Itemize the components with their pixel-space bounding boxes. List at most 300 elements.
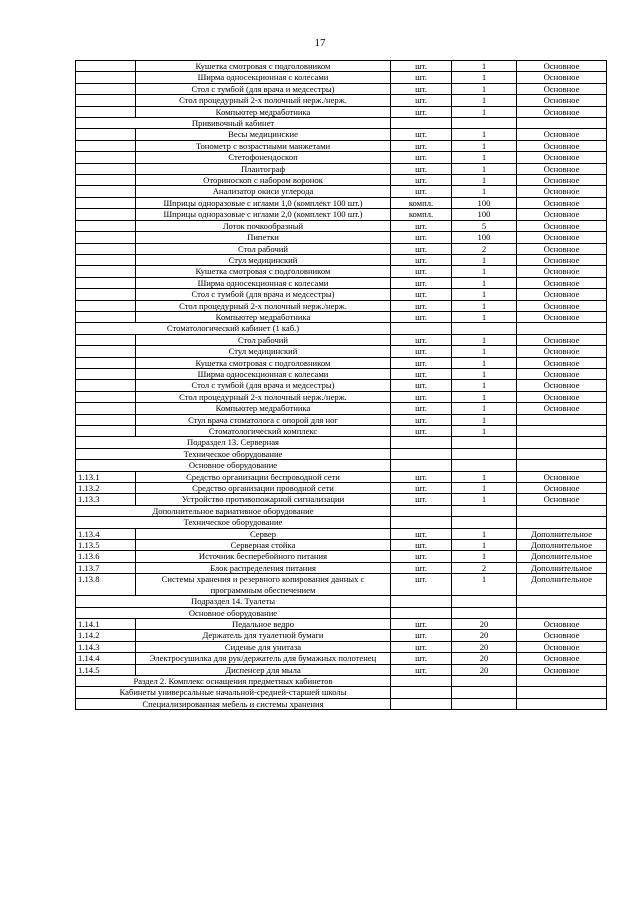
table-row: [76, 368, 607, 379]
empty-cell: [391, 323, 452, 334]
item-unit: шт.: [391, 289, 452, 300]
table-row: [76, 664, 607, 675]
item-quantity: 1: [452, 152, 517, 163]
item-type: Основное: [517, 289, 607, 300]
table-row: [76, 232, 607, 243]
item-unit: шт.: [391, 562, 452, 573]
item-number: 1.13.4: [76, 528, 136, 539]
item-type: Дополнительное: [517, 528, 607, 539]
item-type: Основное: [517, 186, 607, 197]
table-row: [76, 540, 607, 551]
item-quantity: 2: [452, 562, 517, 573]
item-number: 1.14.5: [76, 664, 136, 675]
item-number: [76, 175, 136, 186]
table-row: [76, 334, 607, 345]
item-quantity: 1: [452, 129, 517, 140]
item-quantity: 1: [452, 72, 517, 83]
item-type: Основное: [517, 471, 607, 482]
item-type: Основное: [517, 311, 607, 322]
item-type: Дополнительное: [517, 540, 607, 551]
item-type: Основное: [517, 129, 607, 140]
section-header: Техническое оборудование: [76, 517, 391, 528]
item-unit: шт.: [391, 528, 452, 539]
item-type: Основное: [517, 152, 607, 163]
item-type: [517, 426, 607, 437]
item-number: [76, 266, 136, 277]
item-unit: шт.: [391, 129, 452, 140]
empty-cell: [517, 505, 607, 516]
empty-cell: [391, 675, 452, 686]
table-row: [76, 197, 607, 208]
table-row: [76, 140, 607, 151]
item-number: [76, 186, 136, 197]
item-name: Стол с тумбой (для врача и медсестры): [136, 83, 391, 94]
item-name: Стол с тумбой (для врача и медсестры): [136, 380, 391, 391]
item-number: [76, 197, 136, 208]
table-row: [76, 95, 607, 106]
table-row: [76, 61, 607, 72]
empty-cell: [391, 460, 452, 471]
item-number: 1.14.3: [76, 641, 136, 652]
section-header-row: [76, 596, 607, 607]
item-quantity: 20: [452, 641, 517, 652]
item-number: 1.14.1: [76, 618, 136, 629]
table-row: [76, 83, 607, 94]
item-unit: шт.: [391, 380, 452, 391]
empty-cell: [391, 607, 452, 618]
item-quantity: 1: [452, 391, 517, 402]
item-number: 1.13.5: [76, 540, 136, 551]
table-row: [76, 220, 607, 231]
item-number: 1.13.7: [76, 562, 136, 573]
item-number: [76, 106, 136, 117]
item-unit: шт.: [391, 664, 452, 675]
table-row: [76, 471, 607, 482]
table-row: [76, 528, 607, 539]
item-number: 1.13.1: [76, 471, 136, 482]
item-name: Стул медицинский: [136, 346, 391, 357]
item-type: Основное: [517, 106, 607, 117]
section-header: Подраздел 13. Серверная: [76, 437, 391, 448]
table-row: [76, 300, 607, 311]
item-unit: шт.: [391, 266, 452, 277]
item-number: [76, 391, 136, 402]
item-name: Держатель для туалетной бумаги: [136, 630, 391, 641]
section-header-row: [76, 687, 607, 698]
item-name: Системы хранения и резервного копирования данных с программным обеспечением: [136, 574, 391, 596]
item-unit: шт.: [391, 653, 452, 664]
table-row: [76, 72, 607, 83]
item-unit: шт.: [391, 95, 452, 106]
item-name: Оториноскоп с набором воронок: [136, 175, 391, 186]
item-unit: шт.: [391, 334, 452, 345]
item-number: 1.13.8: [76, 574, 136, 596]
item-name: Стол процедурный 2-х полочный нерж./нерж.: [136, 300, 391, 311]
item-type: Основное: [517, 254, 607, 265]
item-name: Стол с тумбой (для врача и медсестры): [136, 289, 391, 300]
item-unit: шт.: [391, 641, 452, 652]
table-row: [76, 391, 607, 402]
item-unit: шт.: [391, 220, 452, 231]
item-type: Основное: [517, 346, 607, 357]
item-type: Основное: [517, 483, 607, 494]
section-header-row: [76, 698, 607, 709]
item-name: Стул медицинский: [136, 254, 391, 265]
item-name: Электросушилка для рук/держатель для бумажных полотенец: [136, 653, 391, 664]
table-row: [76, 152, 607, 163]
item-unit: шт.: [391, 175, 452, 186]
item-quantity: 1: [452, 186, 517, 197]
item-number: [76, 95, 136, 106]
item-number: [76, 368, 136, 379]
item-name: Ширма односекционная с колесами: [136, 368, 391, 379]
empty-cell: [452, 596, 517, 607]
item-number: 1.13.3: [76, 494, 136, 505]
item-type: Основное: [517, 209, 607, 220]
empty-cell: [391, 687, 452, 698]
empty-cell: [391, 596, 452, 607]
item-unit: шт.: [391, 140, 452, 151]
section-header-row: [76, 323, 607, 334]
item-quantity: 1: [452, 414, 517, 425]
item-unit: шт.: [391, 346, 452, 357]
item-quantity: 1: [452, 574, 517, 596]
item-name: Сиденье для унитаза: [136, 641, 391, 652]
empty-cell: [452, 698, 517, 709]
item-type: Основное: [517, 380, 607, 391]
item-number: 1.14.2: [76, 630, 136, 641]
item-name: Компьютер медработника: [136, 403, 391, 414]
item-unit: шт.: [391, 83, 452, 94]
item-quantity: 1: [452, 346, 517, 357]
item-unit: шт.: [391, 254, 452, 265]
item-number: [76, 243, 136, 254]
item-number: [76, 311, 136, 322]
item-quantity: 1: [452, 540, 517, 551]
empty-cell: [391, 698, 452, 709]
item-type: Основное: [517, 391, 607, 402]
item-number: [76, 357, 136, 368]
item-name: Кушетка смотровая с подголовником: [136, 357, 391, 368]
empty-cell: [452, 118, 517, 129]
item-quantity: 2: [452, 243, 517, 254]
item-quantity: 1: [452, 254, 517, 265]
item-name: Кушетка смотровая с подголовником: [136, 61, 391, 72]
table-row: [76, 380, 607, 391]
item-number: [76, 140, 136, 151]
item-name: Источник бесперебойного питания: [136, 551, 391, 562]
item-name: Серверная стойка: [136, 540, 391, 551]
section-header: Специализированная мебель и системы хранения: [76, 698, 391, 709]
item-name: Стол процедурный 2-х полочный нерж./нерж.: [136, 391, 391, 402]
item-unit: шт.: [391, 551, 452, 562]
table-row: [76, 106, 607, 117]
item-unit: шт.: [391, 243, 452, 254]
item-quantity: 1: [452, 551, 517, 562]
table-row: [76, 403, 607, 414]
section-header: Стоматологический кабинет (1 каб.): [76, 323, 391, 334]
item-number: [76, 152, 136, 163]
item-unit: шт.: [391, 391, 452, 402]
item-unit: шт.: [391, 483, 452, 494]
item-name: Лоток почкообразный: [136, 220, 391, 231]
item-unit: шт.: [391, 106, 452, 117]
empty-cell: [452, 687, 517, 698]
table-row: [76, 254, 607, 265]
section-header-row: [76, 118, 607, 129]
item-quantity: 1: [452, 494, 517, 505]
equipment-table: [75, 60, 607, 710]
section-header: Подраздел 14. Туалеты: [76, 596, 391, 607]
item-unit: компл.: [391, 197, 452, 208]
item-number: [76, 346, 136, 357]
item-number: [76, 426, 136, 437]
item-type: Основное: [517, 83, 607, 94]
empty-cell: [517, 517, 607, 528]
item-name: Средство организации проводной сети: [136, 483, 391, 494]
section-header-row: [76, 607, 607, 618]
item-name: Диспенсер для мыла: [136, 664, 391, 675]
empty-cell: [452, 607, 517, 618]
item-quantity: 1: [452, 334, 517, 345]
item-unit: шт.: [391, 61, 452, 72]
item-name: Весы медицинские: [136, 129, 391, 140]
table-row: [76, 426, 607, 437]
item-number: [76, 277, 136, 288]
item-quantity: 1: [452, 106, 517, 117]
item-name: Устройство противопожарной сигнализации: [136, 494, 391, 505]
empty-cell: [517, 437, 607, 448]
item-quantity: 1: [452, 483, 517, 494]
item-unit: шт.: [391, 232, 452, 243]
section-header: Основное оборудование: [76, 460, 391, 471]
item-type: Основное: [517, 220, 607, 231]
item-number: [76, 254, 136, 265]
section-header: Кабинеты универсальные начальной-средней-старшей школы: [76, 687, 391, 698]
table-row: [76, 186, 607, 197]
empty-cell: [517, 596, 607, 607]
item-quantity: 5: [452, 220, 517, 231]
item-type: Основное: [517, 630, 607, 641]
item-unit: шт.: [391, 277, 452, 288]
item-type: Основное: [517, 664, 607, 675]
item-name: Педальное ведро: [136, 618, 391, 629]
empty-cell: [517, 675, 607, 686]
table-row: [76, 562, 607, 573]
item-number: [76, 403, 136, 414]
item-type: Основное: [517, 140, 607, 151]
item-number: 1.13.2: [76, 483, 136, 494]
item-quantity: 1: [452, 95, 517, 106]
item-quantity: 1: [452, 426, 517, 437]
item-name: Ширма односекционная с колесами: [136, 72, 391, 83]
empty-cell: [517, 687, 607, 698]
item-type: Дополнительное: [517, 562, 607, 573]
item-type: Дополнительное: [517, 551, 607, 562]
table-row: [76, 311, 607, 322]
item-number: [76, 300, 136, 311]
item-name: Компьютер медработника: [136, 106, 391, 117]
section-header-row: [76, 517, 607, 528]
item-type: Дополнительное: [517, 574, 607, 596]
item-name: Пипетки: [136, 232, 391, 243]
item-number: [76, 61, 136, 72]
item-type: Основное: [517, 653, 607, 664]
table-row: [76, 346, 607, 357]
section-header: Раздел 2. Комплекс оснащения предметных кабинетов: [76, 675, 391, 686]
item-number: [76, 83, 136, 94]
section-header: Дополнительное вариативное оборудование: [76, 505, 391, 516]
item-quantity: 1: [452, 380, 517, 391]
item-quantity: 1: [452, 403, 517, 414]
item-unit: шт.: [391, 403, 452, 414]
table-row: [76, 129, 607, 140]
item-name: Блок распределения питания: [136, 562, 391, 573]
table-row: [76, 357, 607, 368]
section-header-row: [76, 675, 607, 686]
table-row: [76, 163, 607, 174]
item-quantity: 1: [452, 83, 517, 94]
item-type: Основное: [517, 334, 607, 345]
item-quantity: 100: [452, 209, 517, 220]
item-name: Кушетка смотровая с подголовником: [136, 266, 391, 277]
item-type: Основное: [517, 61, 607, 72]
item-unit: шт.: [391, 300, 452, 311]
item-name: Компьютер медработника: [136, 311, 391, 322]
item-quantity: 1: [452, 368, 517, 379]
empty-cell: [517, 607, 607, 618]
table-row: [76, 266, 607, 277]
item-quantity: 1: [452, 266, 517, 277]
item-quantity: 1: [452, 311, 517, 322]
empty-cell: [517, 118, 607, 129]
item-type: Основное: [517, 277, 607, 288]
item-unit: шт.: [391, 368, 452, 379]
item-type: Основное: [517, 300, 607, 311]
item-quantity: 20: [452, 653, 517, 664]
item-name: Средство организации беспроводной сети: [136, 471, 391, 482]
table-row: [76, 574, 607, 596]
item-number: [76, 163, 136, 174]
empty-cell: [391, 517, 452, 528]
item-name: Стол рабочий: [136, 243, 391, 254]
item-name: Стол рабочий: [136, 334, 391, 345]
item-name: Шприцы одноразовые с иглами 1,0 (комплект 100 шт.): [136, 197, 391, 208]
empty-cell: [391, 437, 452, 448]
page-number: 17: [314, 37, 326, 49]
item-type: Основное: [517, 618, 607, 629]
item-type: Основное: [517, 232, 607, 243]
item-number: 1.14.4: [76, 653, 136, 664]
item-unit: шт.: [391, 426, 452, 437]
item-quantity: 20: [452, 618, 517, 629]
item-name: Сервер: [136, 528, 391, 539]
item-type: Основное: [517, 494, 607, 505]
item-type: Основное: [517, 266, 607, 277]
item-number: [76, 380, 136, 391]
table-row: [76, 175, 607, 186]
table-row: [76, 653, 607, 664]
item-number: [76, 220, 136, 231]
item-type: Основное: [517, 403, 607, 414]
item-unit: шт.: [391, 618, 452, 629]
item-type: Основное: [517, 72, 607, 83]
empty-cell: [517, 323, 607, 334]
empty-cell: [452, 323, 517, 334]
item-number: [76, 72, 136, 83]
item-type: Основное: [517, 95, 607, 106]
item-quantity: 20: [452, 630, 517, 641]
item-quantity: 1: [452, 277, 517, 288]
item-unit: шт.: [391, 414, 452, 425]
item-quantity: 1: [452, 471, 517, 482]
item-quantity: 1: [452, 528, 517, 539]
section-header-row: [76, 437, 607, 448]
empty-cell: [517, 698, 607, 709]
table-row: [76, 641, 607, 652]
empty-cell: [391, 448, 452, 459]
item-unit: шт.: [391, 574, 452, 596]
item-number: [76, 289, 136, 300]
item-type: [517, 414, 607, 425]
empty-cell: [452, 517, 517, 528]
item-name: Плантограф: [136, 163, 391, 174]
item-name: Ширма односекционная с колесами: [136, 277, 391, 288]
table-row: [76, 277, 607, 288]
empty-cell: [452, 460, 517, 471]
item-name: Анализатор окиси углерода: [136, 186, 391, 197]
item-type: Основное: [517, 175, 607, 186]
item-quantity: 1: [452, 163, 517, 174]
item-name: Тонометр с возрастными манжетами: [136, 140, 391, 151]
item-number: [76, 232, 136, 243]
item-unit: шт.: [391, 357, 452, 368]
section-header-row: [76, 448, 607, 459]
empty-cell: [452, 448, 517, 459]
item-quantity: 1: [452, 357, 517, 368]
item-number: [76, 209, 136, 220]
item-quantity: 1: [452, 61, 517, 72]
item-number: 1.13.6: [76, 551, 136, 562]
item-quantity: 100: [452, 232, 517, 243]
item-quantity: 20: [452, 664, 517, 675]
item-name: Стул врача стоматолога с опорой для ног: [136, 414, 391, 425]
table-row: [76, 414, 607, 425]
item-unit: шт.: [391, 72, 452, 83]
item-unit: шт.: [391, 471, 452, 482]
empty-cell: [452, 675, 517, 686]
table-row: [76, 618, 607, 629]
item-type: Основное: [517, 243, 607, 254]
item-quantity: 1: [452, 289, 517, 300]
item-type: Основное: [517, 641, 607, 652]
table-row: [76, 243, 607, 254]
empty-cell: [452, 437, 517, 448]
item-quantity: 1: [452, 300, 517, 311]
empty-cell: [517, 460, 607, 471]
empty-cell: [517, 448, 607, 459]
item-quantity: 1: [452, 140, 517, 151]
table-row: [76, 551, 607, 562]
table-row: [76, 630, 607, 641]
section-header-row: [76, 460, 607, 471]
item-name: Стетофонендоскоп: [136, 152, 391, 163]
item-unit: шт.: [391, 494, 452, 505]
item-quantity: 1: [452, 175, 517, 186]
empty-cell: [391, 505, 452, 516]
table-row: [76, 209, 607, 220]
item-name: Стол процедурный 2-х полочный нерж./нерж.: [136, 95, 391, 106]
